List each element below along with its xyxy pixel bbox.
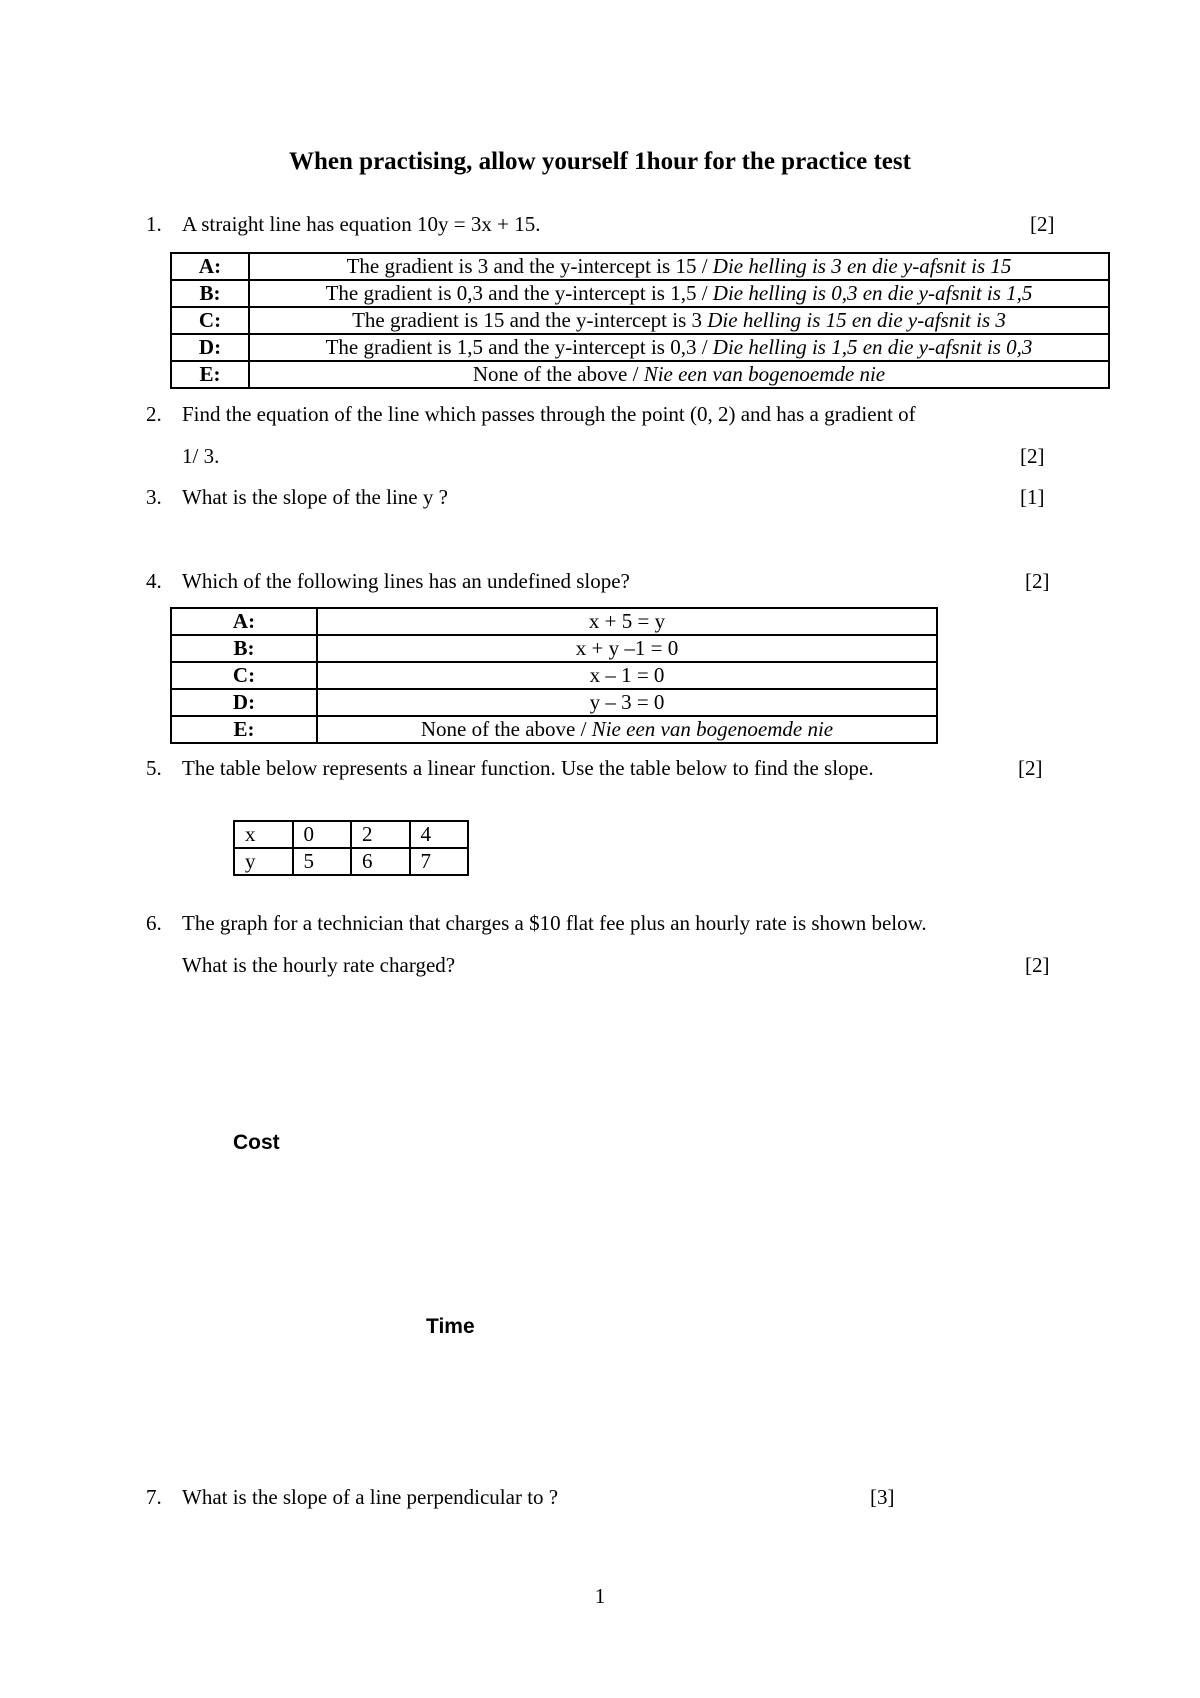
question-marks: [2]: [1018, 756, 1043, 780]
option-row: [171, 334, 1109, 361]
table-row: [234, 848, 468, 875]
question-number: 2.: [146, 402, 162, 426]
option-text-cell: [249, 280, 1109, 307]
question-text: The graph for a technician that charges a $10 flat fee plus an hourly rate is shown below.: [182, 911, 927, 935]
option-row: [171, 307, 1109, 334]
option-row: [171, 253, 1109, 280]
option-text-afrikaans: Die helling is 1,5 en die y-afsnit is 0,3: [712, 335, 1033, 359]
option-text: The gradient is 0,3 and the y-intercept is 1,5 /: [325, 281, 713, 305]
question-number: 1.: [146, 212, 162, 236]
option-text-afrikaans: Die helling is 3 en die y-afsnit is 15: [712, 254, 1012, 278]
option-row: [171, 608, 937, 635]
option-text-cell: [249, 334, 1109, 361]
option-label: C:: [171, 307, 249, 334]
option-text: The gradient is 15 and the y-intercept is 3: [352, 308, 708, 332]
question-text-continued: What is the hourly rate charged?: [182, 953, 456, 977]
option-text-cell: [249, 307, 1109, 334]
option-text: The gradient is 3 and the y-intercept is 15 /: [346, 254, 713, 278]
graph-x-axis-label: Time: [426, 1315, 475, 1338]
option-text-cell: [317, 608, 937, 635]
option-row: [171, 635, 937, 662]
option-text-cell: [317, 662, 937, 689]
q5-values-table: [233, 820, 469, 876]
question-text: What is the slope of a line perpendicular to ?: [182, 1485, 559, 1509]
option-label: C:: [171, 662, 317, 689]
question-number: 4.: [146, 569, 162, 593]
page-title: When practising, allow yourself 1hour for the practice test: [289, 148, 911, 175]
question-number: 7.: [146, 1485, 162, 1509]
option-label: E:: [171, 361, 249, 388]
question-text: Which of the following lines has an undefined slope?: [182, 569, 630, 593]
option-label: E:: [171, 716, 317, 743]
option-text-cell: [317, 716, 937, 743]
table-cell: x: [234, 821, 293, 848]
option-text-cell: [249, 253, 1109, 280]
table-cell: 7: [410, 848, 469, 875]
question-marks: [2]: [1020, 444, 1045, 468]
question-text: Find the equation of the line which passes through the point (0, 2) and has a gradient of: [182, 402, 916, 426]
q4-options-table: [170, 607, 938, 744]
question-marks: [3]: [870, 1485, 895, 1509]
question-marks: [2]: [1030, 212, 1055, 236]
option-text-cell: [317, 689, 937, 716]
question-text: What is the slope of the line y ?: [182, 485, 448, 509]
question-marks: [2]: [1025, 569, 1050, 593]
option-label: B:: [171, 635, 317, 662]
option-text: x + y –1 = 0: [575, 636, 679, 660]
option-text: None of the above /: [472, 362, 644, 386]
page-number: 1: [594, 1584, 606, 1608]
option-row: [171, 662, 937, 689]
table-cell: y: [234, 848, 293, 875]
option-text: y – 3 = 0: [589, 690, 665, 714]
table-cell: 6: [351, 848, 410, 875]
question-number: 6.: [146, 911, 162, 935]
option-row: [171, 716, 937, 743]
option-text-cell: [249, 361, 1109, 388]
table-row: [234, 821, 468, 848]
question-text: The table below represents a linear function. Use the table below to find the slope.: [182, 756, 874, 780]
question-marks: [1]: [1020, 485, 1045, 509]
question-number: 5.: [146, 756, 162, 780]
table-cell: 2: [351, 821, 410, 848]
option-row: [171, 280, 1109, 307]
option-label: B:: [171, 280, 249, 307]
option-label: D:: [171, 689, 317, 716]
option-text: x – 1 = 0: [589, 663, 665, 687]
option-text-cell: [317, 635, 937, 662]
option-label: A:: [171, 253, 249, 280]
option-text: The gradient is 1,5 and the y-intercept is 0,3 /: [325, 335, 713, 359]
table-cell: 4: [410, 821, 469, 848]
option-text: None of the above /: [420, 717, 592, 741]
option-row: [171, 361, 1109, 388]
option-text-afrikaans: Nie een van bogenoemde nie: [591, 717, 834, 741]
option-text-afrikaans: Nie een van bogenoemde nie: [643, 362, 886, 386]
question-marks: [2]: [1025, 953, 1050, 977]
option-text: x + 5 = y: [588, 609, 666, 633]
option-text-afrikaans: Die helling is 0,3 en die y-afsnit is 1,5: [712, 281, 1033, 305]
option-row: [171, 689, 937, 716]
table-cell: 0: [293, 821, 352, 848]
table-cell: 5: [293, 848, 352, 875]
question-text: A straight line has equation 10y = 3x + 15.: [182, 212, 541, 236]
option-label: A:: [171, 608, 317, 635]
option-text-afrikaans: Die helling is 15 en die y-afsnit is 3: [707, 308, 1006, 332]
question-number: 3.: [146, 485, 162, 509]
q1-options-table: [170, 252, 1110, 389]
graph-y-axis-label: Cost: [233, 1131, 280, 1154]
option-label: D:: [171, 334, 249, 361]
question-text-continued: 1/ 3.: [182, 444, 220, 468]
